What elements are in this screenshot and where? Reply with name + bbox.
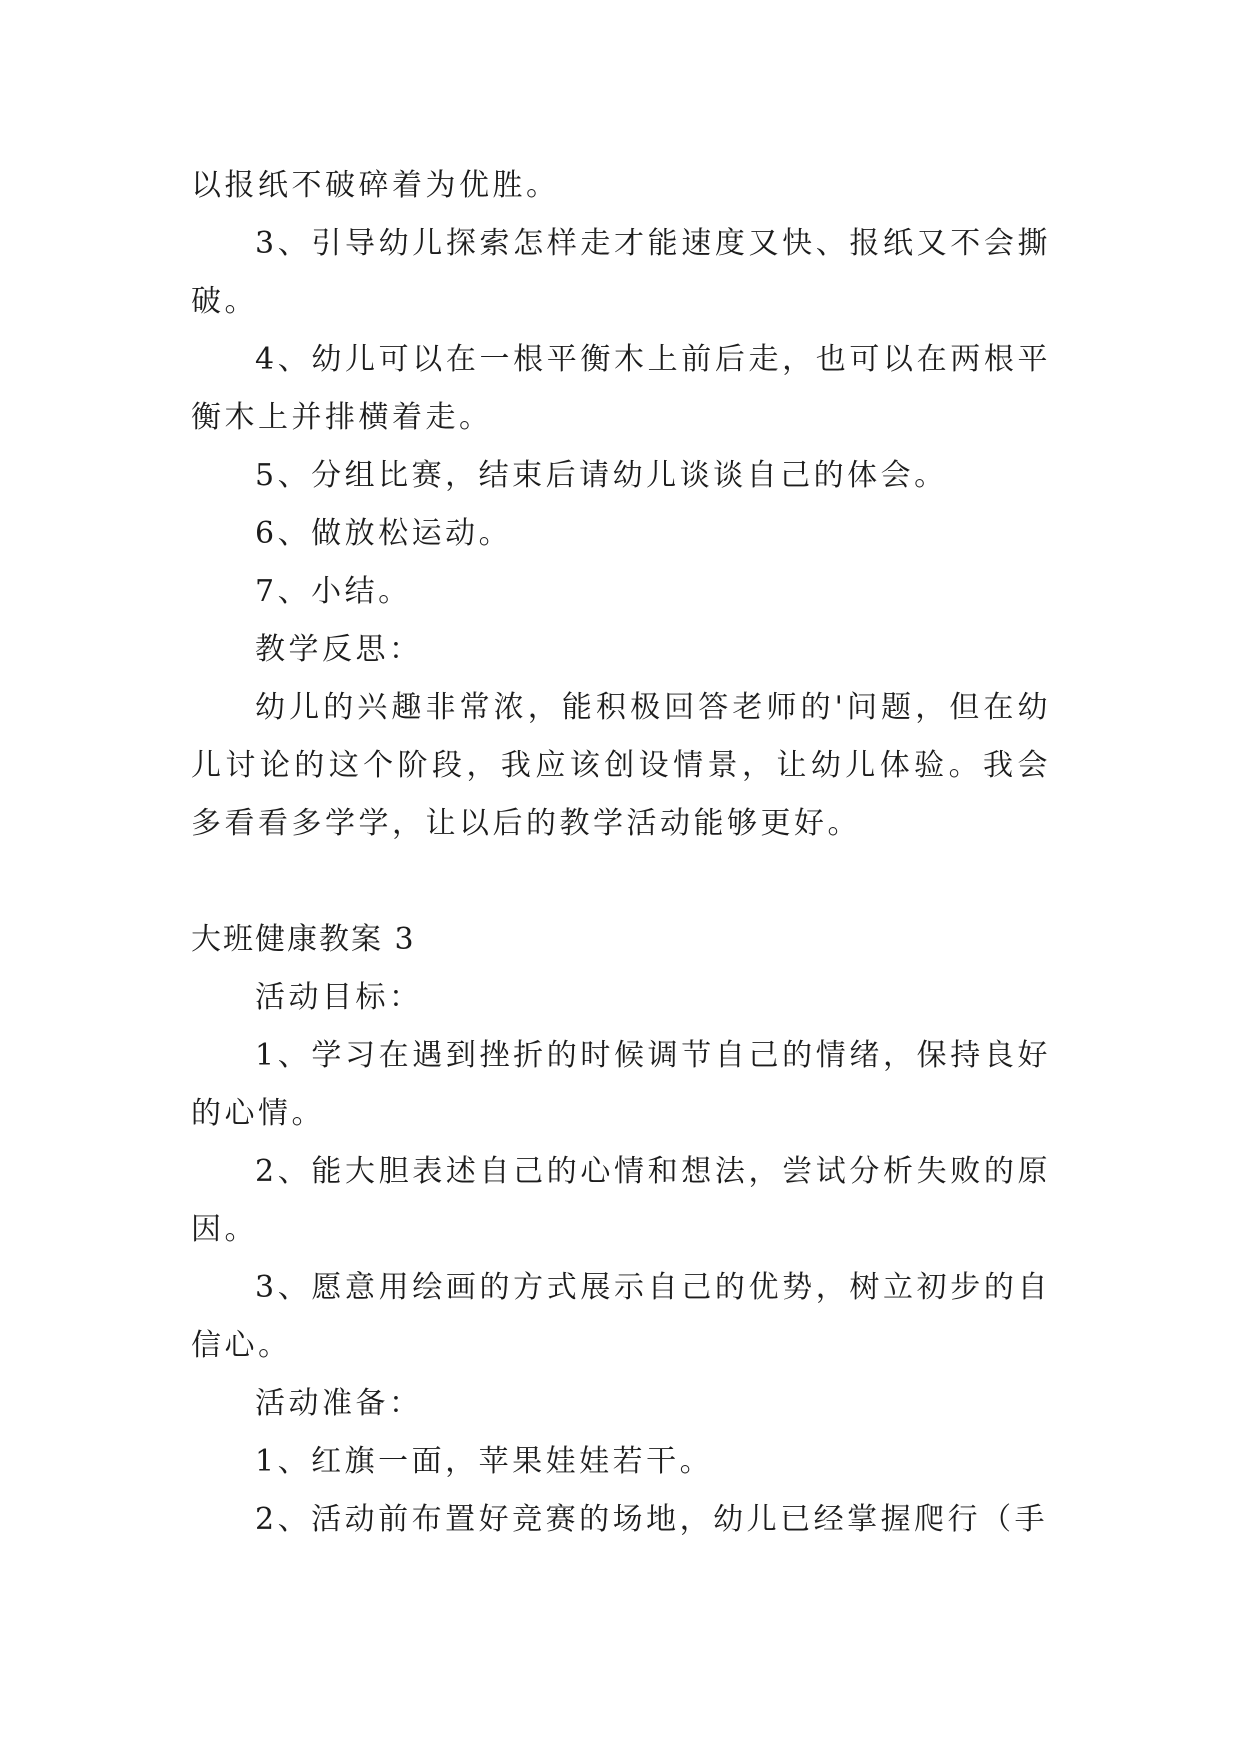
paragraph-goal-1: 1、学习在遇到挫折的时候调节自己的情绪，保持良好的心情。 (191, 1038, 1051, 1131)
paragraph-prep-2: 2、活动前布置好竞赛的场地，幼儿已经掌握爬行（手 (255, 1502, 1049, 1537)
paragraph-continuation: 以报纸不破碎着为优胜。 (191, 168, 560, 203)
paragraph-step-5: 5、分组比赛，结束后请幼儿谈谈自己的体会。 (255, 458, 948, 493)
paragraph-reflection-body: 幼儿的兴趣非常浓，能积极回答老师的'问题，但在幼儿讨论的这个阶段，我应该创设情景，让幼儿体验。我会多看看多学学，让以后的教学活动能够更好。 (191, 690, 1051, 841)
paragraph-reflection-heading: 教学反思： (255, 632, 423, 667)
paragraph-prep-1: 1、红旗一面，苹果娃娃若干。 (255, 1444, 714, 1479)
paragraph-goal-2: 2、能大胆表述自己的心情和想法，尝试分析失败的原因。 (191, 1154, 1051, 1247)
paragraph-step-3: 3、引导幼儿探索怎样走才能速度又快、报纸又不会撕破。 (191, 226, 1051, 319)
paragraph-goals-heading: 活动目标： (255, 980, 423, 1015)
paragraph-step-7: 7、小结。 (255, 574, 412, 609)
paragraph-goal-3: 3、愿意用绘画的方式展示自己的优势，树立初步的自信心。 (191, 1270, 1051, 1363)
paragraph-step-6: 6、做放松运动。 (255, 516, 513, 551)
section-title: 大班健康教案 3 (191, 922, 416, 957)
paragraph-step-4: 4、幼儿可以在一根平衡木上前后走，也可以在两根平衡木上并排横着走。 (191, 342, 1051, 435)
paragraph-prep-heading: 活动准备： (255, 1386, 423, 1421)
section-spacer (191, 853, 1051, 911)
document-body (191, 157, 1051, 1549)
